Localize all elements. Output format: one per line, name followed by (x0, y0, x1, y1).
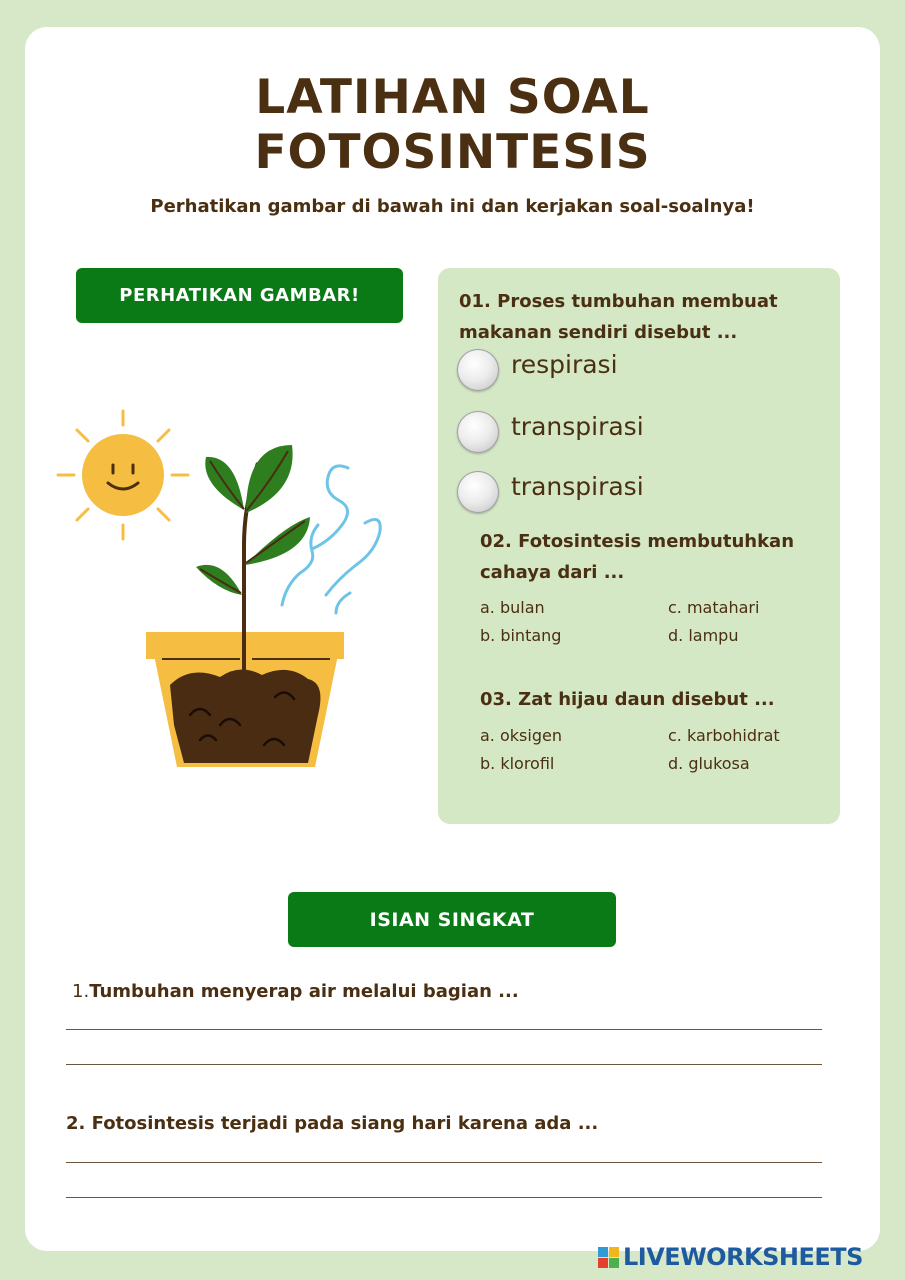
q2-option-b: b. bintang (480, 626, 562, 645)
short-question-1-number: 1. (72, 981, 90, 1002)
plant-pot-icon (146, 445, 344, 767)
short-question-1-text: Tumbuhan menyerap air melalui bagian ... (89, 981, 519, 1002)
question-1-text: 01. Proses tumbuhan membuat makanan sendiri disebut ... (459, 291, 778, 343)
q3-option-a: a. oksigen (480, 726, 562, 745)
q1-option-3[interactable] (457, 470, 644, 514)
answer-line-1a[interactable] (66, 1029, 822, 1030)
q1-option-1[interactable] (457, 348, 618, 392)
instruction-subtitle: Perhatikan gambar di bawah ini dan kerjakan soal-soalnya! (150, 196, 755, 217)
radio-button[interactable] (457, 349, 499, 391)
question-3-text: 03. Zat hijau daun disebut ... (480, 689, 775, 710)
q1-option-2[interactable] (457, 410, 644, 454)
liveworksheets-logo[interactable] (598, 1243, 863, 1271)
q3-option-b: b. klorofil (480, 754, 555, 773)
option-label: respirasi (511, 349, 618, 379)
q2-option-c: c. matahari (668, 598, 760, 617)
short-question-2: 2. Fotosintesis terjadi pada siang hari karena ada ... (66, 1113, 599, 1134)
look-at-picture-banner: PERHATIKAN GAMBAR! (76, 268, 403, 323)
option-label: transpirasi (511, 411, 644, 441)
q2-option-d: d. lampu (668, 626, 739, 645)
answer-line-2a[interactable] (66, 1162, 822, 1163)
q2-option-a: a. bulan (480, 598, 545, 617)
answer-line-1b[interactable] (66, 1064, 822, 1065)
liveworksheets-text: LIVEWORKSHEETS (623, 1243, 863, 1271)
radio-button[interactable] (457, 471, 499, 513)
answer-line-2b[interactable] (66, 1197, 822, 1198)
sun-icon (58, 411, 188, 539)
q3-option-c: c. karbohidrat (668, 726, 780, 745)
title-line-1: LATIHAN SOAL (255, 70, 650, 125)
liveworksheets-squares-icon (598, 1247, 619, 1268)
q3-option-d: d. glukosa (668, 754, 750, 773)
question-2-text: 02. Fotosintesis membutuhkan cahaya dari ... (480, 531, 795, 583)
radio-button[interactable] (457, 411, 499, 453)
worksheet-title (0, 70, 905, 180)
short-answer-banner: ISIAN SINGKAT (288, 892, 616, 947)
option-label: transpirasi (511, 471, 644, 501)
photosynthesis-illustration (50, 395, 400, 785)
short-question-1 (72, 981, 519, 1002)
title-line-2: FOTOSINTESIS (254, 125, 651, 180)
